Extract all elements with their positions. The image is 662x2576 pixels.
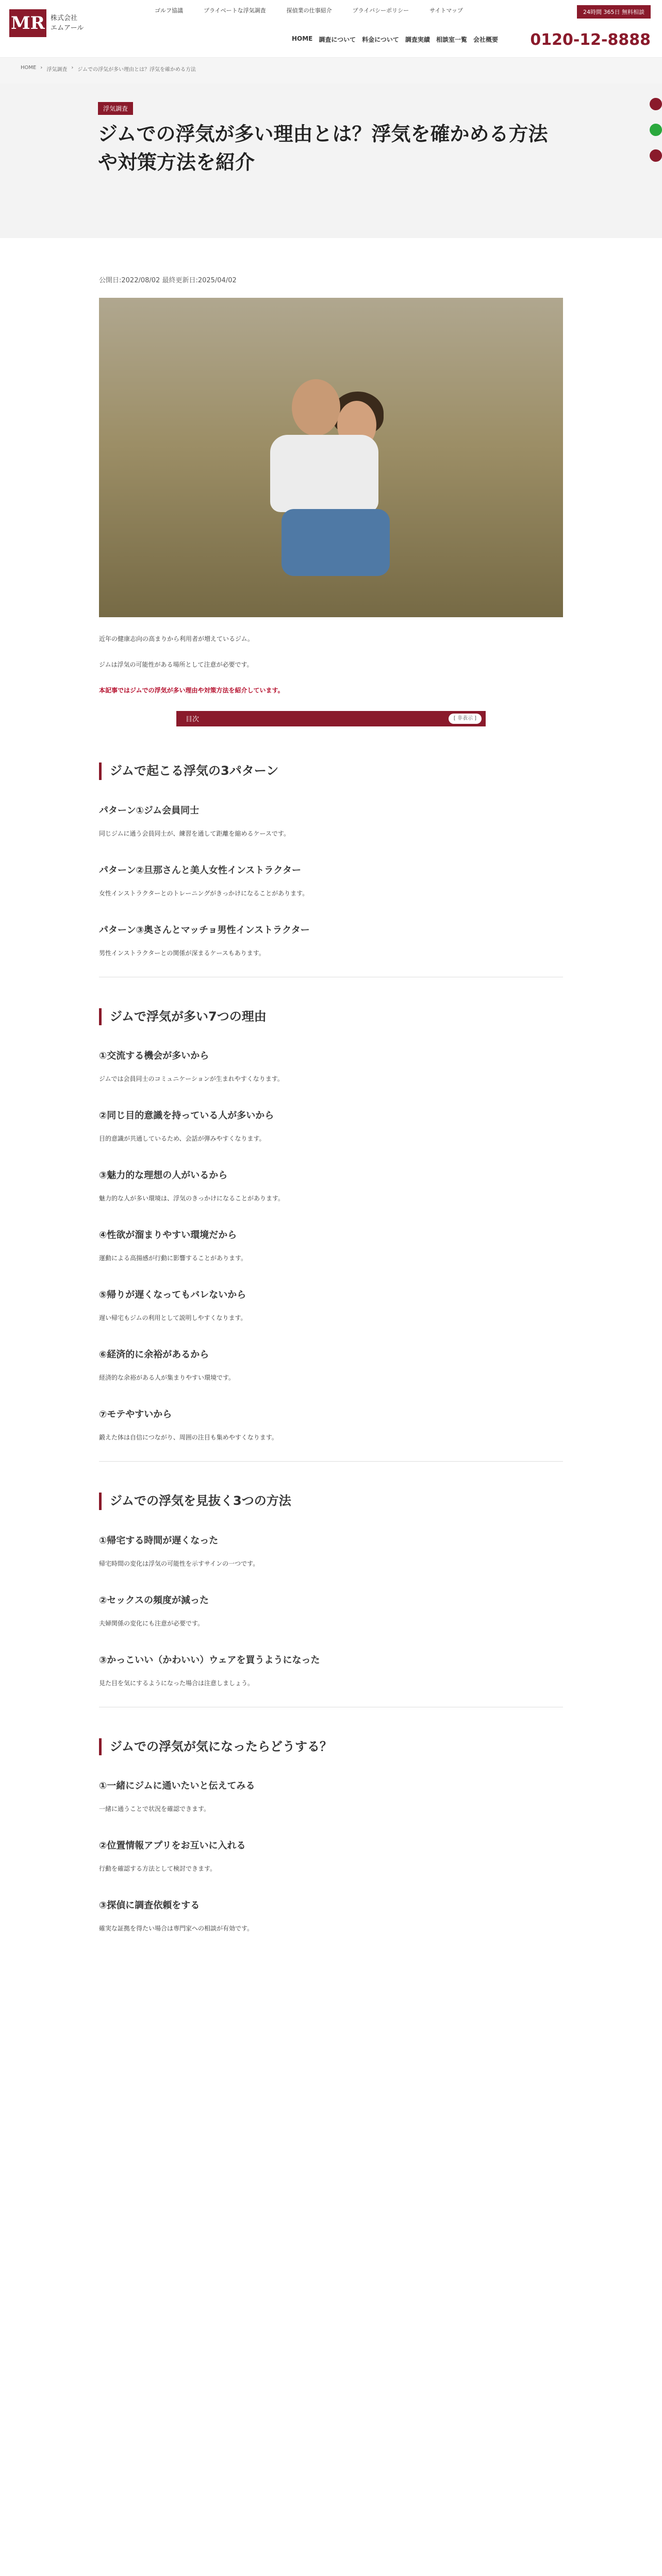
section-heading: ジムで起こる浮気の3パターン [99, 762, 563, 780]
subsection-text: 運動による高揚感が行動に影響することがあります。 [99, 1255, 247, 1262]
couple-photo [99, 298, 563, 617]
subsection-text: 魅力的な人が多い環境は、浮気のきっかけになることがあります。 [99, 1195, 285, 1202]
subsection-heading: パターン①ジム会員同士 [99, 805, 200, 816]
main-navigation [292, 35, 498, 44]
utility-navigation [155, 6, 463, 14]
subsection-text: 見た目を気にするようになった場合は注意しましょう。 [99, 1679, 254, 1687]
breadcrumb-home[interactable]: HOME [21, 65, 37, 71]
blue-jeans [282, 509, 390, 576]
subsection-text: 女性インストラクターとのトレーニングがきっかけになることがあります。 [99, 889, 309, 897]
logo-line-2: エムアール [51, 24, 84, 32]
section-heading: ジムで浮気が多い7つの理由 [99, 1008, 563, 1026]
subsection-heading: ③かっこいい（かわいい）ウェアを買うようになった [99, 1654, 320, 1666]
subsection-heading: ③探偵に調査依頼をする [99, 1900, 200, 1911]
subsection-text: 同じジムに通う会員同士が、練習を通して距離を縮めるケースです。 [99, 829, 290, 837]
main-nav-item[interactable]: 会社概要 [473, 36, 498, 43]
article-body [99, 274, 563, 1935]
subsection-heading: ①一緒にジムに通いたいと伝えてみる [99, 1781, 255, 1792]
line-icon[interactable] [650, 124, 662, 136]
toc-label: 目次 [186, 716, 200, 723]
main-nav-item[interactable]: 相談室一覧 [436, 36, 467, 43]
subsection-heading: ①帰宅する時間が遅くなった [99, 1535, 219, 1546]
subsection-text: 経済的な余裕がある人が集まりやすい環境です。 [99, 1374, 235, 1382]
subsection-text: 鍛えた体は自信につながり、周囲の注目も集めやすくなります。 [99, 1434, 278, 1442]
subsection-text: 一緒に通うことで状況を確認できます。 [99, 1805, 210, 1813]
section-patterns [99, 762, 563, 959]
logo-mark: MR [9, 9, 46, 37]
subsection-heading: ①交流する機会が多いから [99, 1050, 209, 1062]
article-dates: 公開日:2022/08/02 最終更新日:2025/04/02 [99, 277, 237, 284]
couple-figure [249, 370, 408, 591]
subsection-heading: ⑤帰りが遅くなってもバレないから [99, 1290, 246, 1301]
subsection-text: 確実な証拠を得たい場合は専門家への相談が有効です。 [99, 1925, 254, 1933]
main-nav-item[interactable]: HOME [292, 35, 313, 42]
intro-paragraph: 近年の健康志向の高まりから利用者が増えているジム。 [99, 635, 254, 642]
breadcrumb-current: ジムでの浮気が多い理由とは？浮気を確かめる方法 [77, 67, 196, 73]
section-divider [99, 1461, 563, 1462]
intro-paragraph: ジムは浮気の可能性がある場所として注意が必要です。 [99, 661, 253, 668]
utility-link[interactable]: 探偵業の仕事紹介 [286, 7, 332, 14]
utility-link[interactable]: サイトマップ [429, 7, 463, 14]
subsection-heading: パターン③奥さんとマッチョ男性インストラクター [99, 924, 310, 936]
phone-icon[interactable] [650, 149, 662, 162]
breadcrumb-separator: › [71, 65, 74, 71]
toc-toggle-button[interactable]: [ 非表示 ] [449, 714, 482, 724]
breadcrumb [0, 58, 662, 83]
subsection-text: 男性インストラクターとの関係が深まるケースもあります。 [99, 949, 265, 957]
logo-line-1: 株式会社 [51, 14, 78, 22]
subsection-heading: ⑦モテやすいから [99, 1409, 172, 1420]
white-shirt [270, 435, 378, 512]
main-nav-item[interactable]: 料金について [362, 36, 399, 43]
subsection-heading: ②セックスの頻度が減った [99, 1595, 209, 1606]
phone-number[interactable]: 0120-12-8888 [530, 31, 651, 49]
main-nav-item[interactable]: 調査実績 [405, 36, 430, 43]
subsection-heading: ②位置情報アプリをお互いに入れる [99, 1840, 246, 1852]
section-reasons [99, 1008, 563, 1444]
subsection-text: 夫婦関係の変化にも注意が必要です。 [99, 1619, 204, 1627]
subsection-heading: パターン②旦那さんと美人女性インストラクター [99, 865, 301, 876]
main-nav-item[interactable]: 調査について [319, 36, 356, 43]
section-detection [99, 1493, 563, 1689]
man-face [292, 379, 340, 436]
utility-link[interactable]: プライベートな浮気調査 [204, 7, 266, 14]
site-header [0, 0, 662, 58]
subsection-text: ジムでは会員同士のコミュニケーションが生まれやすくなります。 [99, 1075, 284, 1083]
breadcrumb-category[interactable]: 浮気調査 [46, 67, 68, 73]
utility-link[interactable]: プライバシーポリシー [352, 7, 409, 14]
article-hero [0, 83, 662, 238]
page-title: ジムでの浮気が多い理由とは？浮気を確かめる方法や対策方法を紹介 [98, 123, 548, 174]
table-of-contents[interactable] [176, 711, 486, 726]
section-actions [99, 1738, 563, 1935]
subsection-text: 目的意識が共通しているため、会話が弾みやすくなります。 [99, 1135, 266, 1143]
subsection-text: 遅い帰宅もジムの利用として説明しやすくなります。 [99, 1314, 247, 1322]
subsection-text: 帰宅時間の変化は浮気の可能性を示すサインの一つです。 [99, 1560, 259, 1567]
subsection-heading: ④性欲が溜まりやすい環境だから [99, 1230, 237, 1241]
section-heading: ジムでの浮気を見抜く3つの方法 [99, 1493, 563, 1510]
mail-icon[interactable] [650, 98, 662, 110]
company-logo[interactable] [9, 9, 84, 37]
free-consultation-button[interactable]: 24時間 365日 無料相談 [577, 5, 651, 19]
breadcrumb-separator: › [40, 65, 43, 71]
intro-highlight: 本記事ではジムでの浮気が多い理由や対策方法を紹介しています。 [99, 687, 284, 694]
subsection-heading: ⑥経済的に余裕があるから [99, 1349, 209, 1361]
section-heading: ジムでの浮気が気になったらどうする？ [99, 1738, 563, 1756]
subsection-heading: ③魅力的な理想の人がいるから [99, 1170, 228, 1181]
subsection-text: 行動を確認する方法として検討できます。 [99, 1865, 217, 1873]
logo-text [51, 13, 84, 33]
category-badge[interactable]: 浮気調査 [98, 102, 133, 115]
utility-link[interactable]: ゴルフ協議 [155, 7, 183, 14]
subsection-heading: ②同じ目的意識を持っている人が多いから [99, 1110, 274, 1122]
